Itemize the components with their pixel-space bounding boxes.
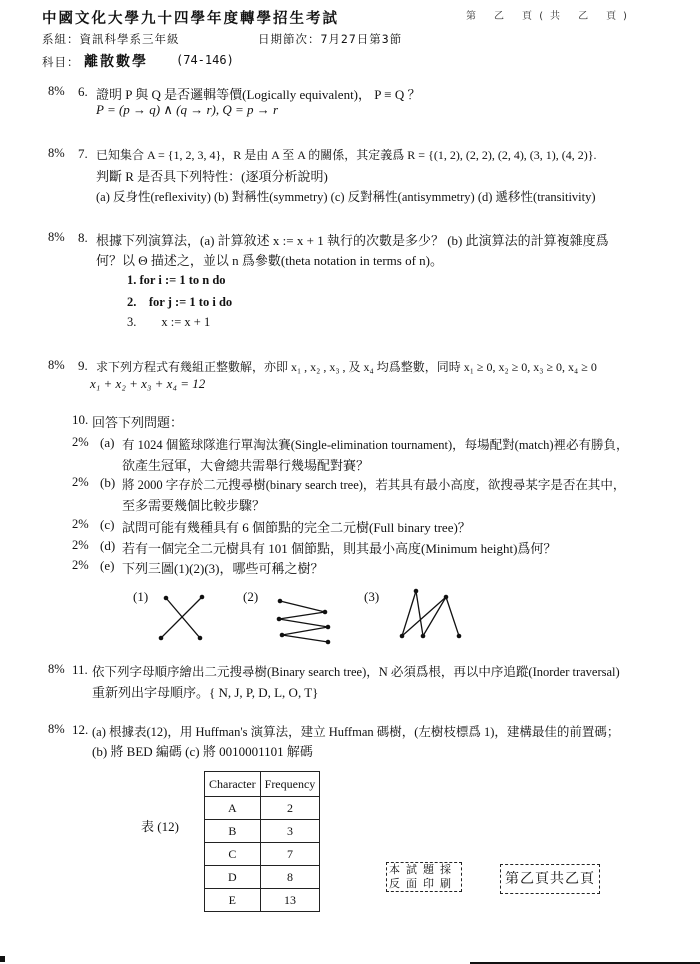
- figure-2-node: [323, 610, 328, 615]
- subject-name: 離散數學: [84, 54, 148, 70]
- figure-1-edge: [161, 597, 202, 638]
- table-row: [205, 797, 320, 820]
- figure-3-node: [400, 634, 405, 639]
- character-cell: A: [205, 797, 261, 820]
- figure-2-label: (2): [243, 589, 259, 604]
- figure-2-node: [280, 633, 285, 638]
- table-12-label: 表 (12): [141, 819, 179, 834]
- frequency-cell: 7: [260, 843, 320, 866]
- character-cell: D: [205, 866, 261, 889]
- q11-number: 11.: [72, 662, 88, 677]
- q10c-points: 2%: [72, 517, 89, 531]
- algorithm-line-2: 2. for j := 1 to i do: [127, 295, 233, 309]
- q12-number: 12.: [72, 722, 89, 737]
- q11-points: 8%: [48, 662, 65, 676]
- figure-1-node: [164, 596, 169, 601]
- q6-text-line2: P = (p → q) ∧ (q → r), Q = p → r: [96, 102, 279, 117]
- q9-points: 8%: [48, 358, 65, 372]
- q8-points: 8%: [48, 230, 65, 244]
- frequency-cell: 13: [260, 889, 320, 912]
- q6-number: 6.: [78, 84, 88, 99]
- q10d-label: (d): [100, 538, 116, 553]
- column-header-frequency: Frequency: [260, 772, 320, 797]
- figure-3-edge: [446, 597, 459, 636]
- figure-3-node: [457, 634, 462, 639]
- scan-mark: [0, 956, 5, 962]
- q6-points: 8%: [48, 84, 65, 98]
- figure-3-node: [444, 595, 449, 600]
- frequency-cell: 8: [260, 866, 320, 889]
- q10b-text-line2: 至多需要幾個比較步驟？: [122, 498, 266, 513]
- column-header-character: Character: [205, 772, 261, 797]
- q10d-text-line1: 若有一個完全二元樹具有 101 個節點，則其最小高度(Minimum height)爲何？: [122, 541, 557, 556]
- q10-number: 10.: [72, 412, 89, 427]
- figure-3-node: [414, 589, 419, 594]
- figure-3-label: (3): [364, 589, 380, 604]
- figure-2-node: [326, 625, 331, 630]
- character-cell: C: [205, 843, 261, 866]
- q10b-label: (b): [100, 475, 116, 490]
- figure-2-graph: [270, 590, 340, 650]
- q10a-text-line2: 欲產生冠軍，大會總共需舉行幾場配對賽？: [122, 458, 370, 473]
- table-row: [205, 843, 320, 866]
- department-label: 系組：資訊科學系三年級: [42, 32, 180, 46]
- algorithm-line-3: 3. x := x + 1: [127, 315, 211, 329]
- q10d-points: 2%: [72, 538, 89, 552]
- q7-text-line2: 判斷 R 是否具下列特性：(逐項分析說明): [96, 169, 328, 184]
- figure-1-node: [159, 636, 164, 641]
- q11-text-line2: 重新列出字母順序。{ N, J, P, D, L, O, T}: [92, 685, 319, 700]
- table-header-row: [205, 772, 320, 797]
- q7-number: 7.: [78, 146, 88, 161]
- q10a-label: (a): [100, 435, 115, 450]
- character-cell: B: [205, 820, 261, 843]
- q10e-text-line1: 下列三圖(1)(2)(3)，哪些可稱之樹？: [122, 561, 324, 576]
- frequency-cell: 3: [260, 820, 320, 843]
- figure-3-graph: [390, 585, 480, 645]
- q11-text-line1: 依下列字母順序繪出二元搜尋樹(Binary search tree)，N 必須爲根，再以中序追蹤(Inorder traversal): [92, 665, 620, 679]
- page-number-stamp: 第乙頁共乙頁: [500, 864, 600, 894]
- figure-3-edge: [423, 597, 446, 636]
- q10e-label: (e): [100, 558, 115, 573]
- frequency-cell: 2: [260, 797, 320, 820]
- exam-code: (74-146): [176, 53, 234, 67]
- figure-2-node: [278, 599, 283, 604]
- figure-1-graph: [150, 590, 230, 650]
- character-cell: E: [205, 889, 261, 912]
- stamp-line-1: 本試題採: [389, 863, 457, 876]
- q12-points: 8%: [48, 722, 65, 736]
- q12-text-line2: (b) 將 BED 編碼 (c) 將 0010001101 解碼: [92, 744, 313, 759]
- q9-number: 9.: [78, 358, 88, 373]
- date-session-label: 日期節次：7月27日第3節: [258, 32, 403, 46]
- q10b-text-line1: 將 2000 字存於二元搜尋樹(binary search tree)，若其具有最小高度，欲搜尋某字是否在其中，: [122, 478, 626, 492]
- table-row: [205, 889, 320, 912]
- algorithm-line-1: 1. for i := 1 to n do: [127, 273, 226, 287]
- q8-number: 8.: [78, 230, 88, 245]
- figure-1-node: [198, 636, 203, 641]
- q12-text-line1: (a) 根據表(12)，用 Huffman's 演算法，建立 Huffman 碼樹，(左樹枝標爲 1)，建構最佳的前置碼；: [92, 725, 620, 739]
- q10c-label: (c): [100, 517, 115, 532]
- table-row: [205, 820, 320, 843]
- figure-3-node: [421, 634, 426, 639]
- double-sided-print-stamp: [386, 862, 462, 892]
- frequency-table: [204, 771, 320, 912]
- q7-text-line1: 已知集合 A = {1, 2, 3, 4}，R 是由 A 至 A 的關係，其定義爲 R = {(1, 2), (2, 2), (2, 4), (3, 1), (4, 2)}.: [96, 148, 597, 162]
- stamp-line-2: 反面印刷: [389, 877, 457, 890]
- figure-1-node: [200, 595, 205, 600]
- q7-text-line3: (a) 反身性(reflexivity) (b) 對稱性(symmetry) (c) 反對稱性(antisymmetry) (d) 遞移性(transitivity): [96, 190, 596, 204]
- exam-title: 中國文化大學九十四學年度轉學招生考試: [42, 11, 339, 27]
- figure-2-edges: [279, 601, 328, 642]
- q10c-text-line1: 試問可能有幾種具有 6 個節點的完全二元樹(Full binary tree)？: [122, 520, 471, 535]
- q6-text-line1: 證明 P 與 Q 是否邏輯等價(Logically equivalent)， P ≡ Q ？: [96, 87, 421, 102]
- q8-text-line2: 何？以 Θ 描述之，並以 n 爲參數(theta notation in terms of n)。: [96, 253, 443, 268]
- q8-text-line1: 根據下列演算法，(a) 計算敘述 x := x + 1 執行的次數是多少？ (b) 此演算法的計算複雜度爲: [96, 233, 609, 248]
- table-row: [205, 866, 320, 889]
- figure-2-node: [326, 640, 331, 645]
- q9-text-line2: x₁ + x₂ + x₃ + x₄ = 12: [90, 376, 206, 391]
- q10-intro: 回答下列問題：: [92, 415, 184, 430]
- q10a-text-line1: 有 1024 個籃球隊進行單淘汰賽(Single-elimination tournament)，每場配對(match)裡必有勝負，: [122, 438, 629, 452]
- subject-label: 科目：: [42, 55, 80, 69]
- q9-text-line1: 求下列方程式有幾組正整數解，亦即 x₁ , x₂ , x₃ , 及 x₄ 均爲整數，同時 x₁ ≥ 0, x₂ ≥ 0, x₃ ≥ 0, x₄ ≥ 0: [96, 360, 597, 374]
- figure-3-edge: [416, 591, 423, 636]
- q10e-points: 2%: [72, 558, 89, 572]
- figure-2-node: [277, 617, 282, 622]
- q10b-points: 2%: [72, 475, 89, 489]
- q10a-points: 2%: [72, 435, 89, 449]
- figure-1-label: (1): [133, 589, 149, 604]
- q7-points: 8%: [48, 146, 65, 160]
- page-indicator: 第 乙 頁(共 乙 頁): [466, 11, 635, 22]
